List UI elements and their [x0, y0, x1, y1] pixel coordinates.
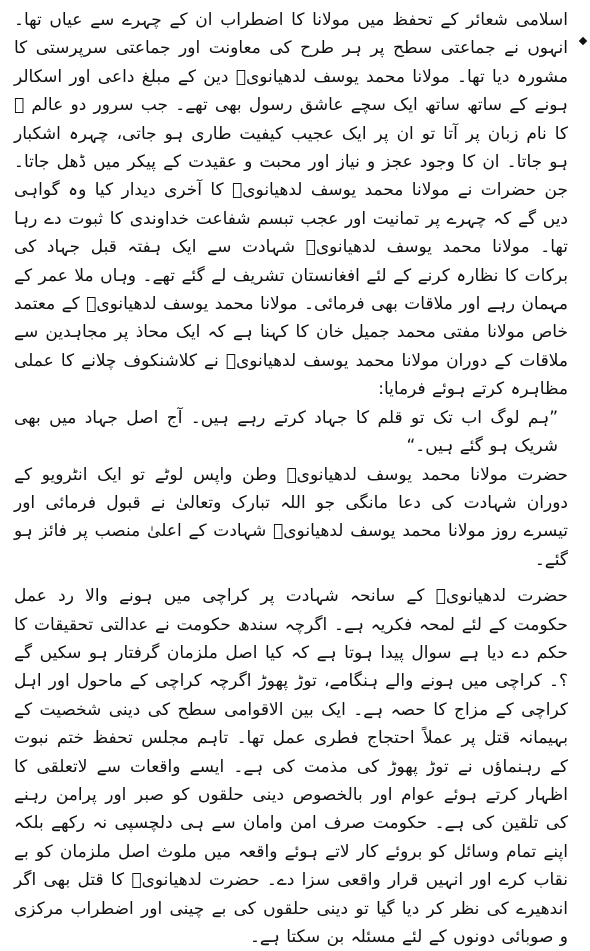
paragraph-3: حضرت لدھیانویؒ کے سانحہ شہادت پر کراچی میں ہونے والا رد عمل حکومت کے لئے لمحہ فکریہ ہے۔ اگرچہ سندھ حکومت نے عدالتی تحقیقات کا حکم دے دیا ہے سوال پیدا ہوتا ہے کہ کیا اصل ملزمان گرفتار ہو سکیں گے ؟۔ کراچی میں ہونے والے ہنگامے، توڑ پھوڑ اگرچہ کراچی کے ماحول اور اہل کراچی کے مزاج کا حصہ ہے۔ ایک بین الاقوامی سطح کی دینی شخصیت کے بہیمانہ قتل پر عملاً احتجاج فطری عمل تھا۔ تاہم مجلس تحفظ ختم نبوت کے رہنماؤں نے توڑ پھوڑ کی مذمت کی ہے۔ ایسے واقعات سے لاتعلقی کا اظہار کرتے ہوئے عوام اور بالخصوص دینی حلقوں کو صبر اور پرامن رہنے کی تلقین کی ہے۔ حکومت صرف امن وامان سے ہی دلچسپی نہ رکھے بلکہ اپنے تمام وسائل کو بروئے کار لاتے ہوئے واقعہ میں ملوث اصل ملزمان کو بے نقاب کرے اور انہیں قرار واقعی سزا دے۔ حضرت لدھیانویؒ کا قتل بھی اگر اندھیرے کی نظر کر دیا گیا تو دینی حلقوں کی بے چینی اور اضطراب مرکزی و صوبائی دونوں کے لئے مسئلہ بن سکتا ہے۔ [14, 586, 568, 947]
margin-bullet-mark [579, 37, 587, 45]
paragraph-2: حضرت مولانا محمد یوسف لدھیانویؒ وطن واپس لوٹے تو ایک انٹرویو کے دوران شہادت کی دعا مانگی جو اللہ تبارک وتعالیٰ نے قبول فرمائی اور تیسرے روز مولانا محمد یوسف لدھیانویؒ شہادت کے اعلیٰ منصب پر فائز ہو گئے۔ [14, 464, 568, 570]
quote-paragraph: ”ہم لوگ اب تک تو قلم کا جہاد کرتے رہے ہیں۔ آج اصل جہاد میں بھی شریک ہو گئے ہیں۔“ [14, 407, 558, 457]
paragraph-1: اسلامی شعائر کے تحفظ میں مولانا کا اضطراب ان کے چہرے سے عیاں تھا۔ انہوں نے جماعتی سطح پر ہر طرح کی معاونت اور جماعتی سرپرستی کا مشورہ دیا تھا۔ مولانا محمد یوسف لدھیانویؒ دین کے مبلغ داعی اور اسکالر ہونے کے ساتھ ساتھ ایک سچے عاشق رسول بھی تھے۔ جب سرور دو عالم ﷺ کا نام زبان پر آتا تو ان پر ایک عجیب کیفیت طاری ہو جاتی، چہرہ اشکبار ہو جاتا۔ ان کا وجود عجز و نیاز اور محبت و عقیدت کے پیکر میں ڈھل جاتا۔ جن حضرات نے مولانا محمد یوسف لدھیانویؒ کا آخری دیدار کیا وہ گواہی دیں گے کہ چہرے پر تمانیت اور عجب تبسم شفاعت خداوندی کا ثبوت دے رہا تھا۔ مولانا محمد یوسف لدھیانویؒ شہادت سے ایک ہفتہ قبل جہاد کی برکات کا نظارہ کرنے کے لئے افغانستان تشریف لے گئے تھے۔ وہاں ملا عمر کے مہمان رہے اور ملاقات بھی فرمائی۔ مولانا محمد یوسف لدھیانویؒ کے معتمد خاص مولانا مفتی محمد جمیل خان کا کہنا ہے کہ ایک محاذ پر مجاہدین سے ملاقات کے دوران مولانا محمد یوسف لدھیانویؒ نے کلاشنکوف چلانے کا عملی مظاہرہ کرتے ہوئے فرمایا: [14, 10, 568, 400]
